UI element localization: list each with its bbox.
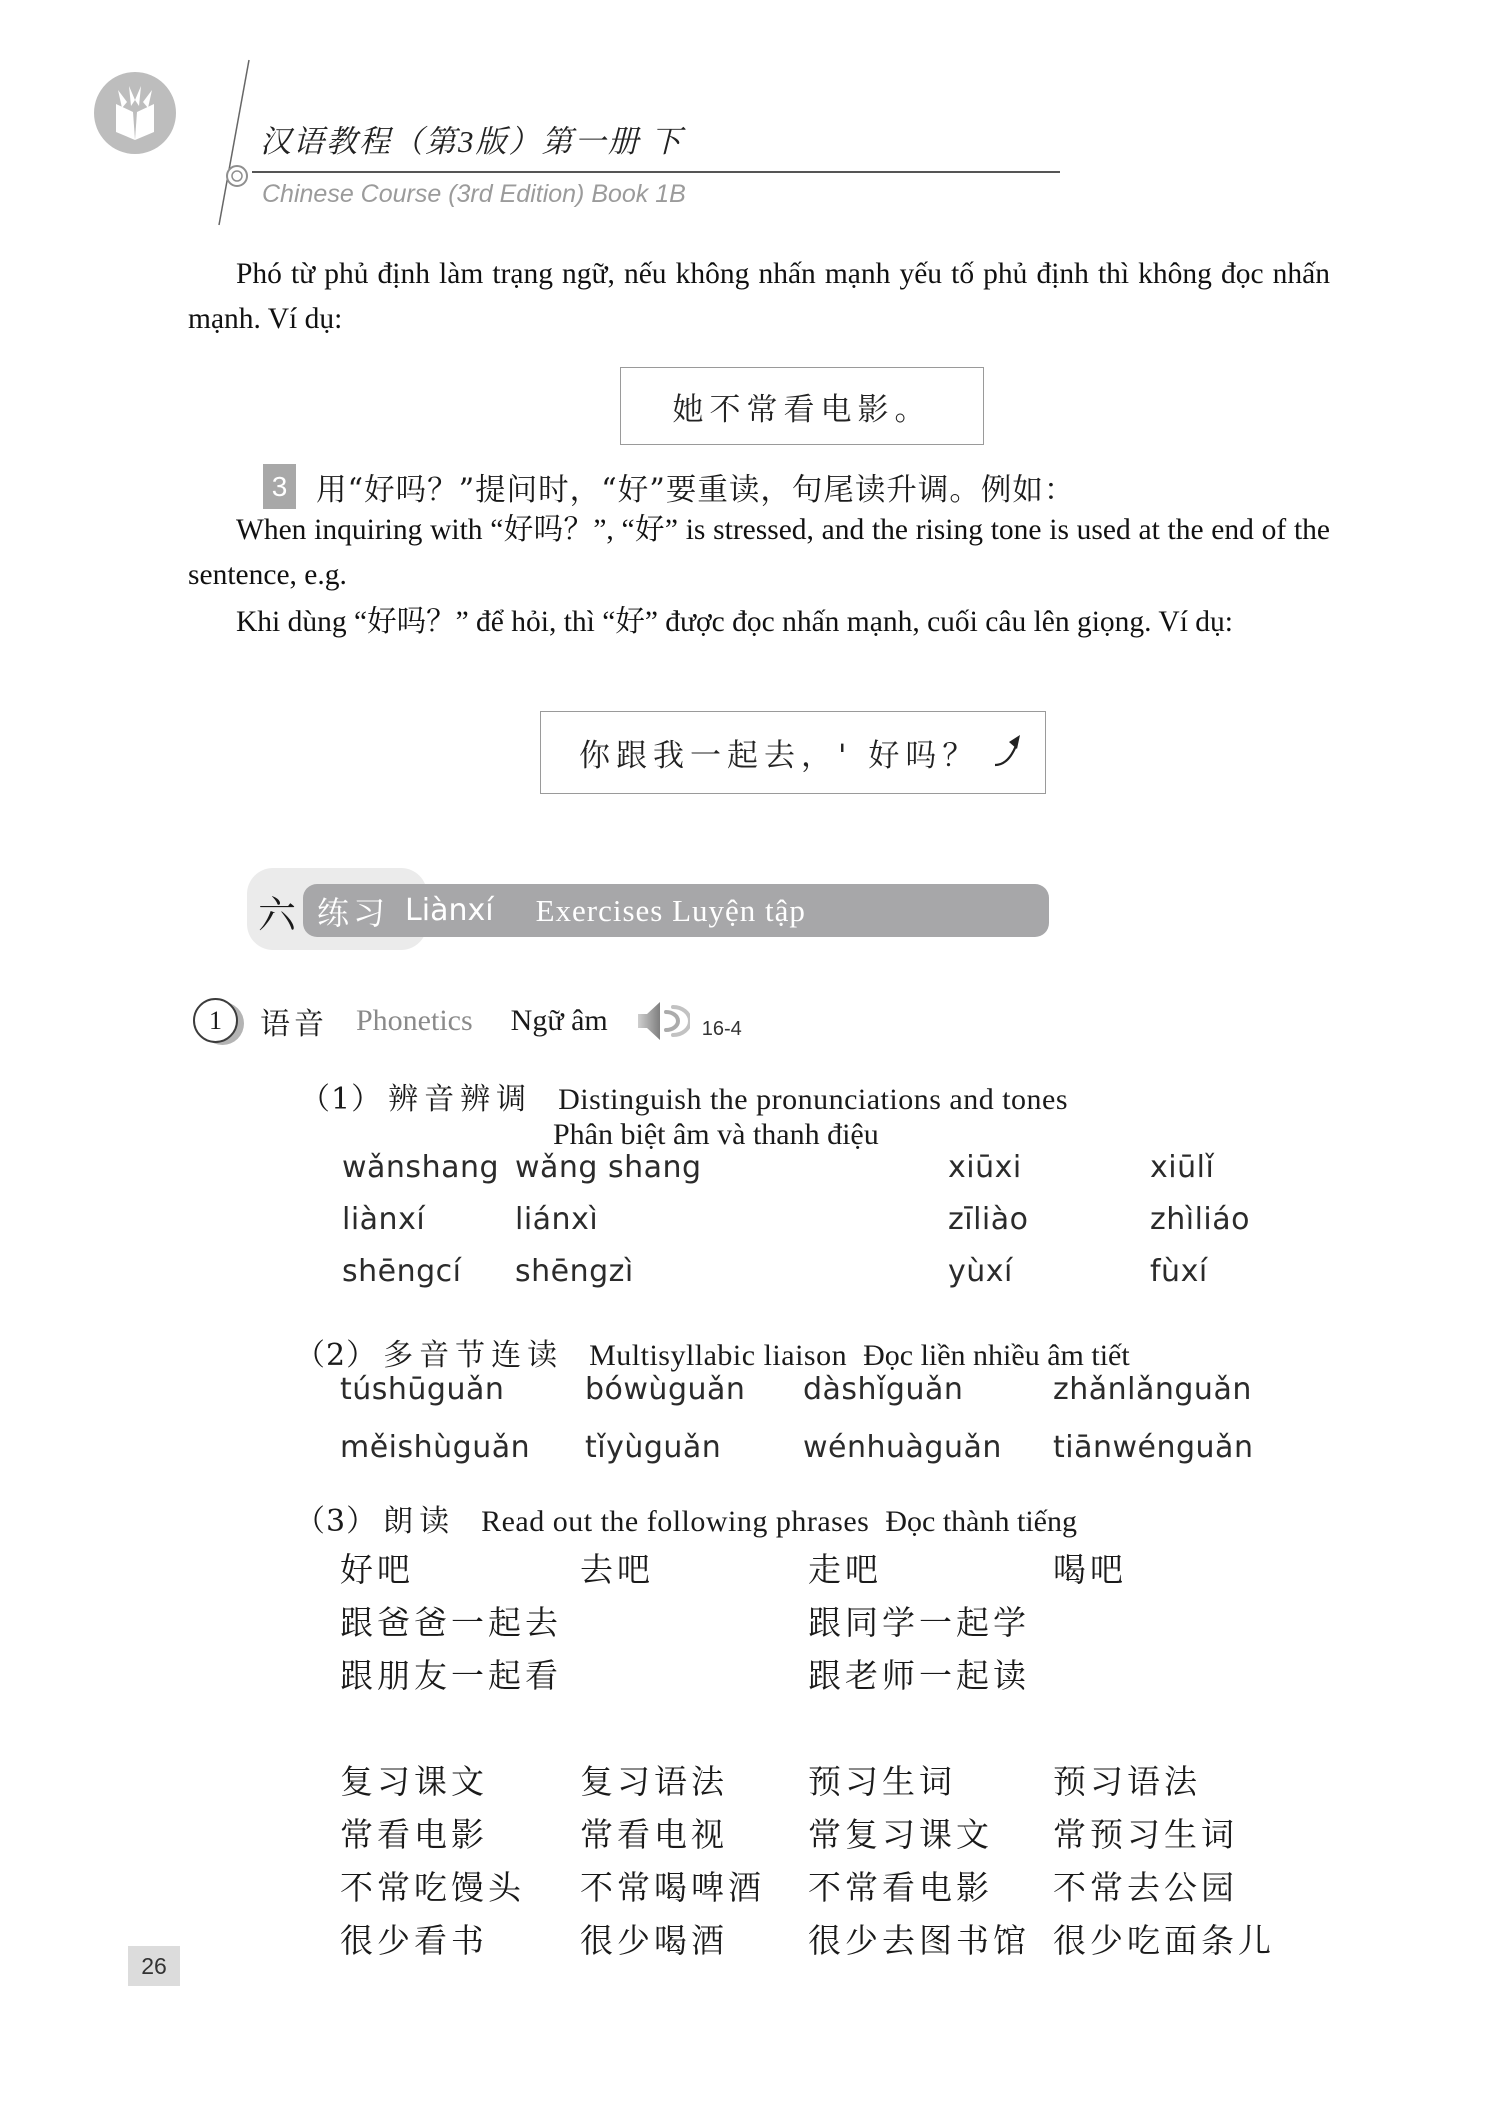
part2-pinyin-table (340, 1372, 1452, 1488)
pinyin-item: yùxí (948, 1254, 1013, 1289)
pinyin-item: xiūxi (948, 1150, 1022, 1185)
part2-label: （2） (295, 1338, 378, 1373)
exercise-number-circle: 1 (193, 998, 238, 1043)
pinyin-item: liànxí (342, 1202, 426, 1237)
phrase-item: 不常吃馒头 (340, 1868, 525, 1907)
header-rule (252, 171, 1060, 173)
pinyin-item: tiānwénguǎn (1053, 1430, 1254, 1465)
pinyin-item: wǎnshang (342, 1150, 500, 1185)
phrase-item: 常预习生词 (1053, 1815, 1238, 1854)
pinyin-item: liánxì (515, 1202, 599, 1237)
pinyin-item: dàshǐguǎn (803, 1372, 964, 1407)
rising-tone-arrow-icon (989, 731, 1031, 775)
phrase-item: 跟同学一起学 (808, 1603, 1030, 1642)
part1-heading (300, 1074, 1068, 1118)
phrase-item: 跟老师一起读 (808, 1656, 1030, 1695)
pinyin-item: zhìliáo (1150, 1202, 1251, 1237)
pinyin-item: túshūguǎn (340, 1372, 505, 1407)
phrase-item: 预习语法 (1053, 1762, 1201, 1801)
part1-title-vietnamese: Phân biệt âm và thanh điệu (553, 1118, 879, 1151)
section-title-chinese: 练习 (317, 893, 390, 932)
pinyin-item: zīliào (948, 1202, 1029, 1237)
point3-english-text: When inquiring with “好吗？”, “好” is stressed, and the rising tone is used at the end of the sentence, e.g. (188, 514, 1330, 591)
phrase-item: 常看电视 (580, 1815, 728, 1854)
point3-heading (263, 464, 1075, 509)
book-logo-icon (92, 70, 178, 156)
part2-title-chinese: 多音节连读 (383, 1338, 564, 1373)
pinyin-item: fùxí (1150, 1254, 1208, 1289)
part3-title-english: Read out the following phrases (481, 1505, 870, 1538)
point3-chinese-text: 用“好吗？”提问时，“好”要重读，句尾读升调。例如： (316, 472, 1076, 508)
section-title-pinyin: Liànxí (405, 893, 494, 928)
phrase-item: 很少吃面条儿 (1053, 1921, 1275, 1960)
exercise1-title-chinese: 语音 (260, 1006, 328, 1042)
phrase-item: 复习课文 (340, 1762, 488, 1801)
phrase-item: 很少看书 (340, 1921, 488, 1960)
part1-pinyin-table (342, 1150, 1452, 1306)
phrase-item: 不常去公园 (1053, 1868, 1238, 1907)
part1-title-chinese: 辨音辨调 (388, 1082, 533, 1117)
point3-number-badge: 3 (263, 464, 296, 509)
page-number: 26 (128, 1946, 180, 1986)
audio-track-number: 16-4 (701, 1018, 742, 1040)
pinyin-item: tǐyùguǎn (585, 1430, 722, 1465)
section-title-english-vietnamese: Exercises Luyện tập (535, 892, 806, 928)
phrase-item: 跟朋友一起看 (340, 1656, 562, 1695)
part2-title-vietnamese: Đọc liền nhiều âm tiết (863, 1339, 1130, 1372)
pinyin-item: wénhuàguǎn (803, 1430, 1002, 1465)
audio-speaker-icon (638, 1000, 690, 1042)
pinyin-item: měishùguǎn (340, 1430, 531, 1465)
exercise1-title-vietnamese: Ngữ âm (510, 1003, 608, 1037)
pinyin-item: shēngzì (515, 1254, 634, 1289)
part2-heading (295, 1330, 1130, 1374)
phrase-item: 好吧 (340, 1550, 414, 1589)
phrase-item: 不常喝啤酒 (580, 1868, 765, 1907)
pinyin-item: wǎng shang (515, 1150, 702, 1185)
phrase-item: 不常看电影 (808, 1868, 993, 1907)
exercise1-title-english: Phonetics (356, 1003, 473, 1037)
phrase-item: 很少去图书馆 (808, 1921, 1030, 1960)
book-title-chinese: 汉语教程（第3版）第一册 下 (260, 124, 684, 159)
example-sentence-2: 你跟我一起去，' 好吗？ (579, 738, 980, 774)
pinyin-item: shēngcí (342, 1254, 462, 1289)
phrase-item: 走吧 (808, 1550, 882, 1589)
phrase-item: 复习语法 (580, 1762, 728, 1801)
exercise1-heading (193, 998, 742, 1043)
pinyin-item: zhǎnlǎnguǎn (1053, 1372, 1252, 1407)
phrase-item: 常复习课文 (808, 1815, 993, 1854)
part3-phrase-table (340, 1544, 1452, 1968)
phrase-item: 去吧 (580, 1550, 654, 1589)
intro-paragraph: Phó từ phủ định làm trạng ngữ, nếu không nhấn mạnh yếu tố phủ định thì không đọc nhấn mạnh. Ví dụ: (188, 258, 1330, 335)
example-box-1 (620, 367, 984, 445)
part3-heading (295, 1496, 1077, 1540)
part1-label: （1） (300, 1082, 383, 1117)
example-box-2 (540, 711, 1046, 794)
book-title-english: Chinese Course (3rd Edition) Book 1B (262, 180, 686, 208)
phrase-item: 跟爸爸一起去 (340, 1603, 562, 1642)
section-banner (303, 884, 1049, 937)
part3-title-vietnamese: Đọc thành tiếng (885, 1505, 1077, 1538)
part3-title-chinese: 朗读 (383, 1504, 456, 1539)
phrase-item: 常看电影 (340, 1815, 488, 1854)
point3-vietnamese-text: Khi dùng “好吗？” để hỏi, thì “好” được đọc nhấn mạnh, cuối câu lên giọng. Ví dụ: (236, 606, 1233, 638)
phrase-group-gap (340, 1703, 1452, 1707)
example-sentence-1: 她不常看电影。 (672, 391, 932, 428)
pinyin-item: bówùguǎn (585, 1372, 746, 1407)
part2-title-english: Multisyllabic liaison (589, 1339, 848, 1372)
section-number: 六 (258, 893, 297, 937)
pinyin-item: xiūlǐ (1150, 1150, 1215, 1185)
phrase-item: 预习生词 (808, 1762, 956, 1801)
phrase-item: 喝吧 (1053, 1550, 1127, 1589)
part3-label: （3） (295, 1504, 378, 1539)
header-divider-line (205, 55, 265, 230)
part1-title-english: Distinguish the pronunciations and tones (558, 1083, 1069, 1116)
phrase-item: 很少喝酒 (580, 1921, 728, 1960)
